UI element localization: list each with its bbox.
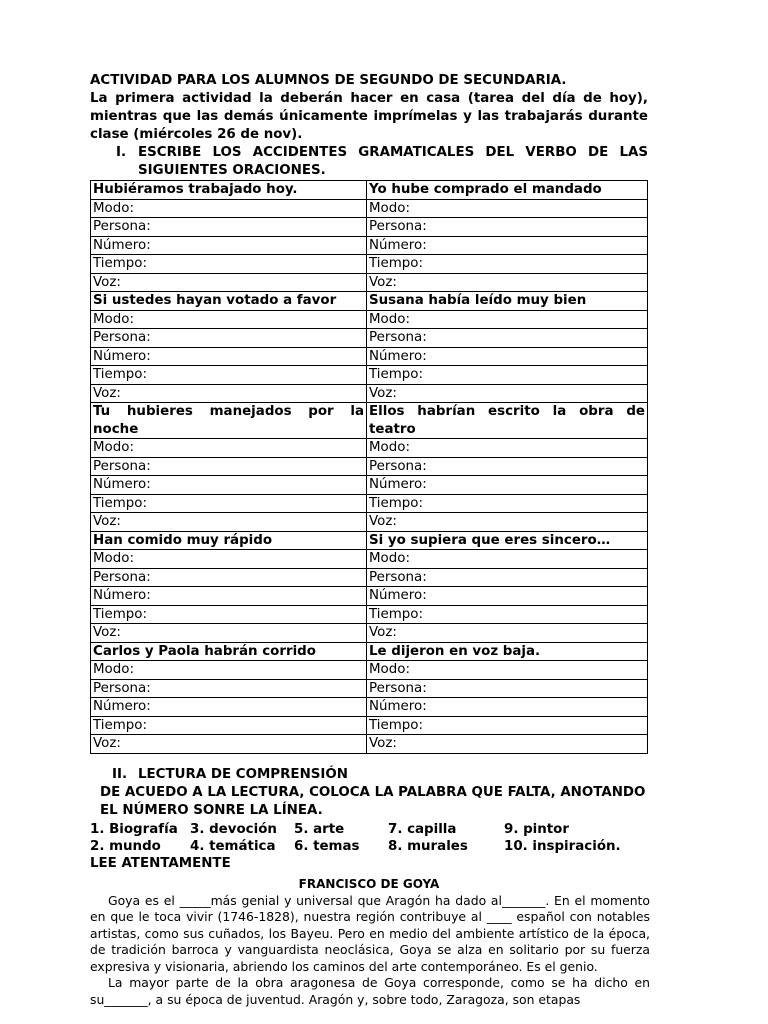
field-row — [91, 661, 648, 680]
answer-field-cell[interactable]: Voz: — [91, 384, 367, 403]
reading-paragraph: Goya es el _____más genial y universal que Aragón ha dado al_______. En el momento en que le toca vivir (1746-1828), nuestra región contribuye al ____ español con notables artistas, como sus cuñados, los Bayeu. Pero en medio del ambiente artístico de la época, de tradición barroca y vanguardista neoclásica, Goya se alza en solitario por su fuerza expresiva y visionaria, abriendo los caminos del arte contemporáneo. Es el genio. — [90, 892, 650, 974]
answer-field-cell[interactable]: Voz: — [91, 513, 367, 532]
field-row — [91, 735, 648, 754]
sentence-cell: Carlos y Paola habrán corrido — [91, 642, 367, 661]
reading-paragraph: La mayor parte de la obra aragonesa de Goya corresponde, como se ha dicho en su_______, a su época de juventud. Aragón y, sobre todo, Zaragoza, son etapas — [90, 975, 650, 1008]
answer-field-cell[interactable]: Persona: — [367, 568, 648, 587]
answer-field-cell[interactable]: Tiempo: — [367, 605, 648, 624]
answer-field-cell[interactable]: Voz: — [367, 735, 648, 754]
section-2-heading — [112, 766, 648, 784]
answer-field-cell[interactable]: Persona: — [367, 457, 648, 476]
word-bank-item: 10. inspiración. — [504, 838, 621, 854]
answer-field-cell[interactable]: Número: — [91, 236, 367, 255]
answer-field-cell[interactable]: Voz: — [367, 624, 648, 643]
field-row — [91, 329, 648, 348]
answer-field-cell[interactable]: Tiempo: — [91, 366, 367, 385]
field-row — [91, 513, 648, 532]
intro-text: La primera actividad la deberán hacer en casa (tarea del día de hoy), mientras que las demás únicamente imprímelas y las trabajarás durante clase (miércoles 26 de nov). — [90, 91, 648, 142]
sentence-cell: Le dijeron en voz baja. — [367, 642, 648, 661]
answer-field-cell[interactable]: Tiempo: — [91, 716, 367, 735]
word-bank-item: 3. devoción — [190, 821, 277, 837]
field-row — [91, 550, 648, 569]
reading-title: FRANCISCO DE GOYA — [298, 876, 440, 891]
answer-field-cell[interactable]: Modo: — [91, 439, 367, 458]
sentence-row — [91, 642, 648, 661]
answer-field-cell[interactable]: Modo: — [367, 199, 648, 218]
sentence-cell: Ellos habrían escrito la obra de teatro — [367, 403, 648, 439]
word-bank-item: 6. temas — [294, 838, 360, 854]
section-2 — [90, 766, 648, 873]
field-row — [91, 384, 648, 403]
answer-field-cell[interactable]: Tiempo: — [367, 255, 648, 274]
answer-field-cell[interactable]: Voz: — [91, 735, 367, 754]
answer-field-cell[interactable]: Tiempo: — [367, 366, 648, 385]
answer-field-cell[interactable]: Número: — [367, 236, 648, 255]
read-carefully-label: LEE ATENTAMENTE — [90, 855, 231, 871]
answer-field-cell[interactable]: Modo: — [367, 310, 648, 329]
field-row — [91, 605, 648, 624]
document-page — [90, 72, 648, 1009]
answer-field-cell[interactable]: Número: — [367, 347, 648, 366]
answer-field-cell[interactable]: Número: — [367, 698, 648, 717]
answer-field-cell[interactable]: Persona: — [91, 329, 367, 348]
answer-field-cell[interactable]: Modo: — [367, 550, 648, 569]
sentence-row — [91, 531, 648, 550]
section-1-instruction: ESCRIBE LOS ACCIDENTES GRAMATICALES DEL VERBO DE LAS SIGUIENTES ORACIONES. — [138, 145, 648, 178]
verb-analysis-table — [90, 180, 648, 754]
field-row — [91, 439, 648, 458]
field-row — [91, 347, 648, 366]
answer-field-cell[interactable]: Número: — [367, 587, 648, 606]
field-row — [91, 476, 648, 495]
sentence-row — [91, 181, 648, 200]
answer-field-cell[interactable]: Voz: — [367, 513, 648, 532]
sentence-cell: Tu hubieres manejados por la noche — [91, 403, 367, 439]
answer-field-cell[interactable]: Modo: — [367, 439, 648, 458]
answer-field-cell[interactable]: Voz: — [91, 273, 367, 292]
field-row — [91, 273, 648, 292]
answer-field-cell[interactable]: Tiempo: — [91, 605, 367, 624]
field-row — [91, 218, 648, 237]
answer-field-cell[interactable]: Voz: — [367, 384, 648, 403]
word-bank-item: 7. capilla — [388, 821, 457, 837]
answer-field-cell[interactable]: Persona: — [91, 457, 367, 476]
answer-field-cell[interactable]: Tiempo: — [367, 716, 648, 735]
field-row — [91, 366, 648, 385]
answer-field-cell[interactable]: Modo: — [91, 550, 367, 569]
answer-field-cell[interactable]: Modo: — [91, 310, 367, 329]
answer-field-cell[interactable]: Número: — [91, 587, 367, 606]
sentence-row — [91, 292, 648, 311]
answer-field-cell[interactable]: Número: — [367, 476, 648, 495]
answer-field-cell[interactable]: Tiempo: — [91, 255, 367, 274]
sentence-cell: Hubiéramos trabajado hoy. — [91, 181, 367, 200]
word-bank-item: 4. temática — [190, 838, 276, 854]
answer-field-cell[interactable]: Modo: — [91, 199, 367, 218]
word-bank-item: 1. Biografía — [90, 821, 178, 837]
answer-field-cell[interactable]: Modo: — [367, 661, 648, 680]
answer-field-cell[interactable]: Persona: — [91, 679, 367, 698]
field-row — [91, 236, 648, 255]
answer-field-cell[interactable]: Número: — [91, 476, 367, 495]
sentence-cell: Si ustedes hayan votado a favor — [91, 292, 367, 311]
answer-field-cell[interactable]: Voz: — [367, 273, 648, 292]
word-bank-item: 5. arte — [294, 821, 345, 837]
answer-field-cell[interactable]: Modo: — [91, 661, 367, 680]
field-row — [91, 199, 648, 218]
answer-field-cell[interactable]: Persona: — [367, 679, 648, 698]
sentence-cell: Si yo supiera que eres sincero… — [367, 531, 648, 550]
answer-field-cell[interactable]: Persona: — [91, 568, 367, 587]
word-bank-item: 8. murales — [388, 838, 468, 854]
sentence-row — [91, 403, 648, 439]
word-bank — [90, 821, 648, 855]
word-bank-item: 9. pintor — [504, 821, 569, 837]
field-row — [91, 310, 648, 329]
section-2-instruction: DE ACUEDO A LA LECTURA, COLOCA LA PALABRA QUE FALTA, ANOTANDO EL NÚMERO SONRE LA LÍNEA. — [100, 784, 646, 818]
field-row — [91, 624, 648, 643]
document-title: ACTIVIDAD PARA LOS ALUMNOS DE SEGUNDO DE SECUNDARIA. — [90, 73, 567, 88]
field-row — [91, 255, 648, 274]
section-1-numeral: I. — [116, 145, 127, 160]
answer-field-cell[interactable]: Voz: — [91, 624, 367, 643]
answer-field-cell[interactable]: Número: — [91, 698, 367, 717]
field-row — [91, 587, 648, 606]
section-2-numeral: II. — [112, 766, 128, 782]
field-row — [91, 457, 648, 476]
answer-field-cell[interactable]: Persona: — [367, 329, 648, 348]
sentence-cell: Susana había leído muy bien — [367, 292, 648, 311]
field-row — [91, 679, 648, 698]
sentence-cell: Yo hube comprado el mandado — [367, 181, 648, 200]
sentence-cell: Han comido muy rápido — [91, 531, 367, 550]
field-row — [91, 698, 648, 717]
section-1-heading — [116, 144, 648, 180]
field-row — [91, 716, 648, 735]
answer-field-cell[interactable]: Persona: — [91, 218, 367, 237]
answer-field-cell[interactable]: Número: — [91, 347, 367, 366]
field-row — [91, 494, 648, 513]
answer-field-cell[interactable]: Tiempo: — [367, 494, 648, 513]
word-bank-item: 2. mundo — [90, 838, 161, 854]
answer-field-cell[interactable]: Tiempo: — [91, 494, 367, 513]
section-2-title: LECTURA DE COMPRENSIÓN — [138, 766, 349, 782]
field-row — [91, 568, 648, 587]
answer-field-cell[interactable]: Persona: — [367, 218, 648, 237]
